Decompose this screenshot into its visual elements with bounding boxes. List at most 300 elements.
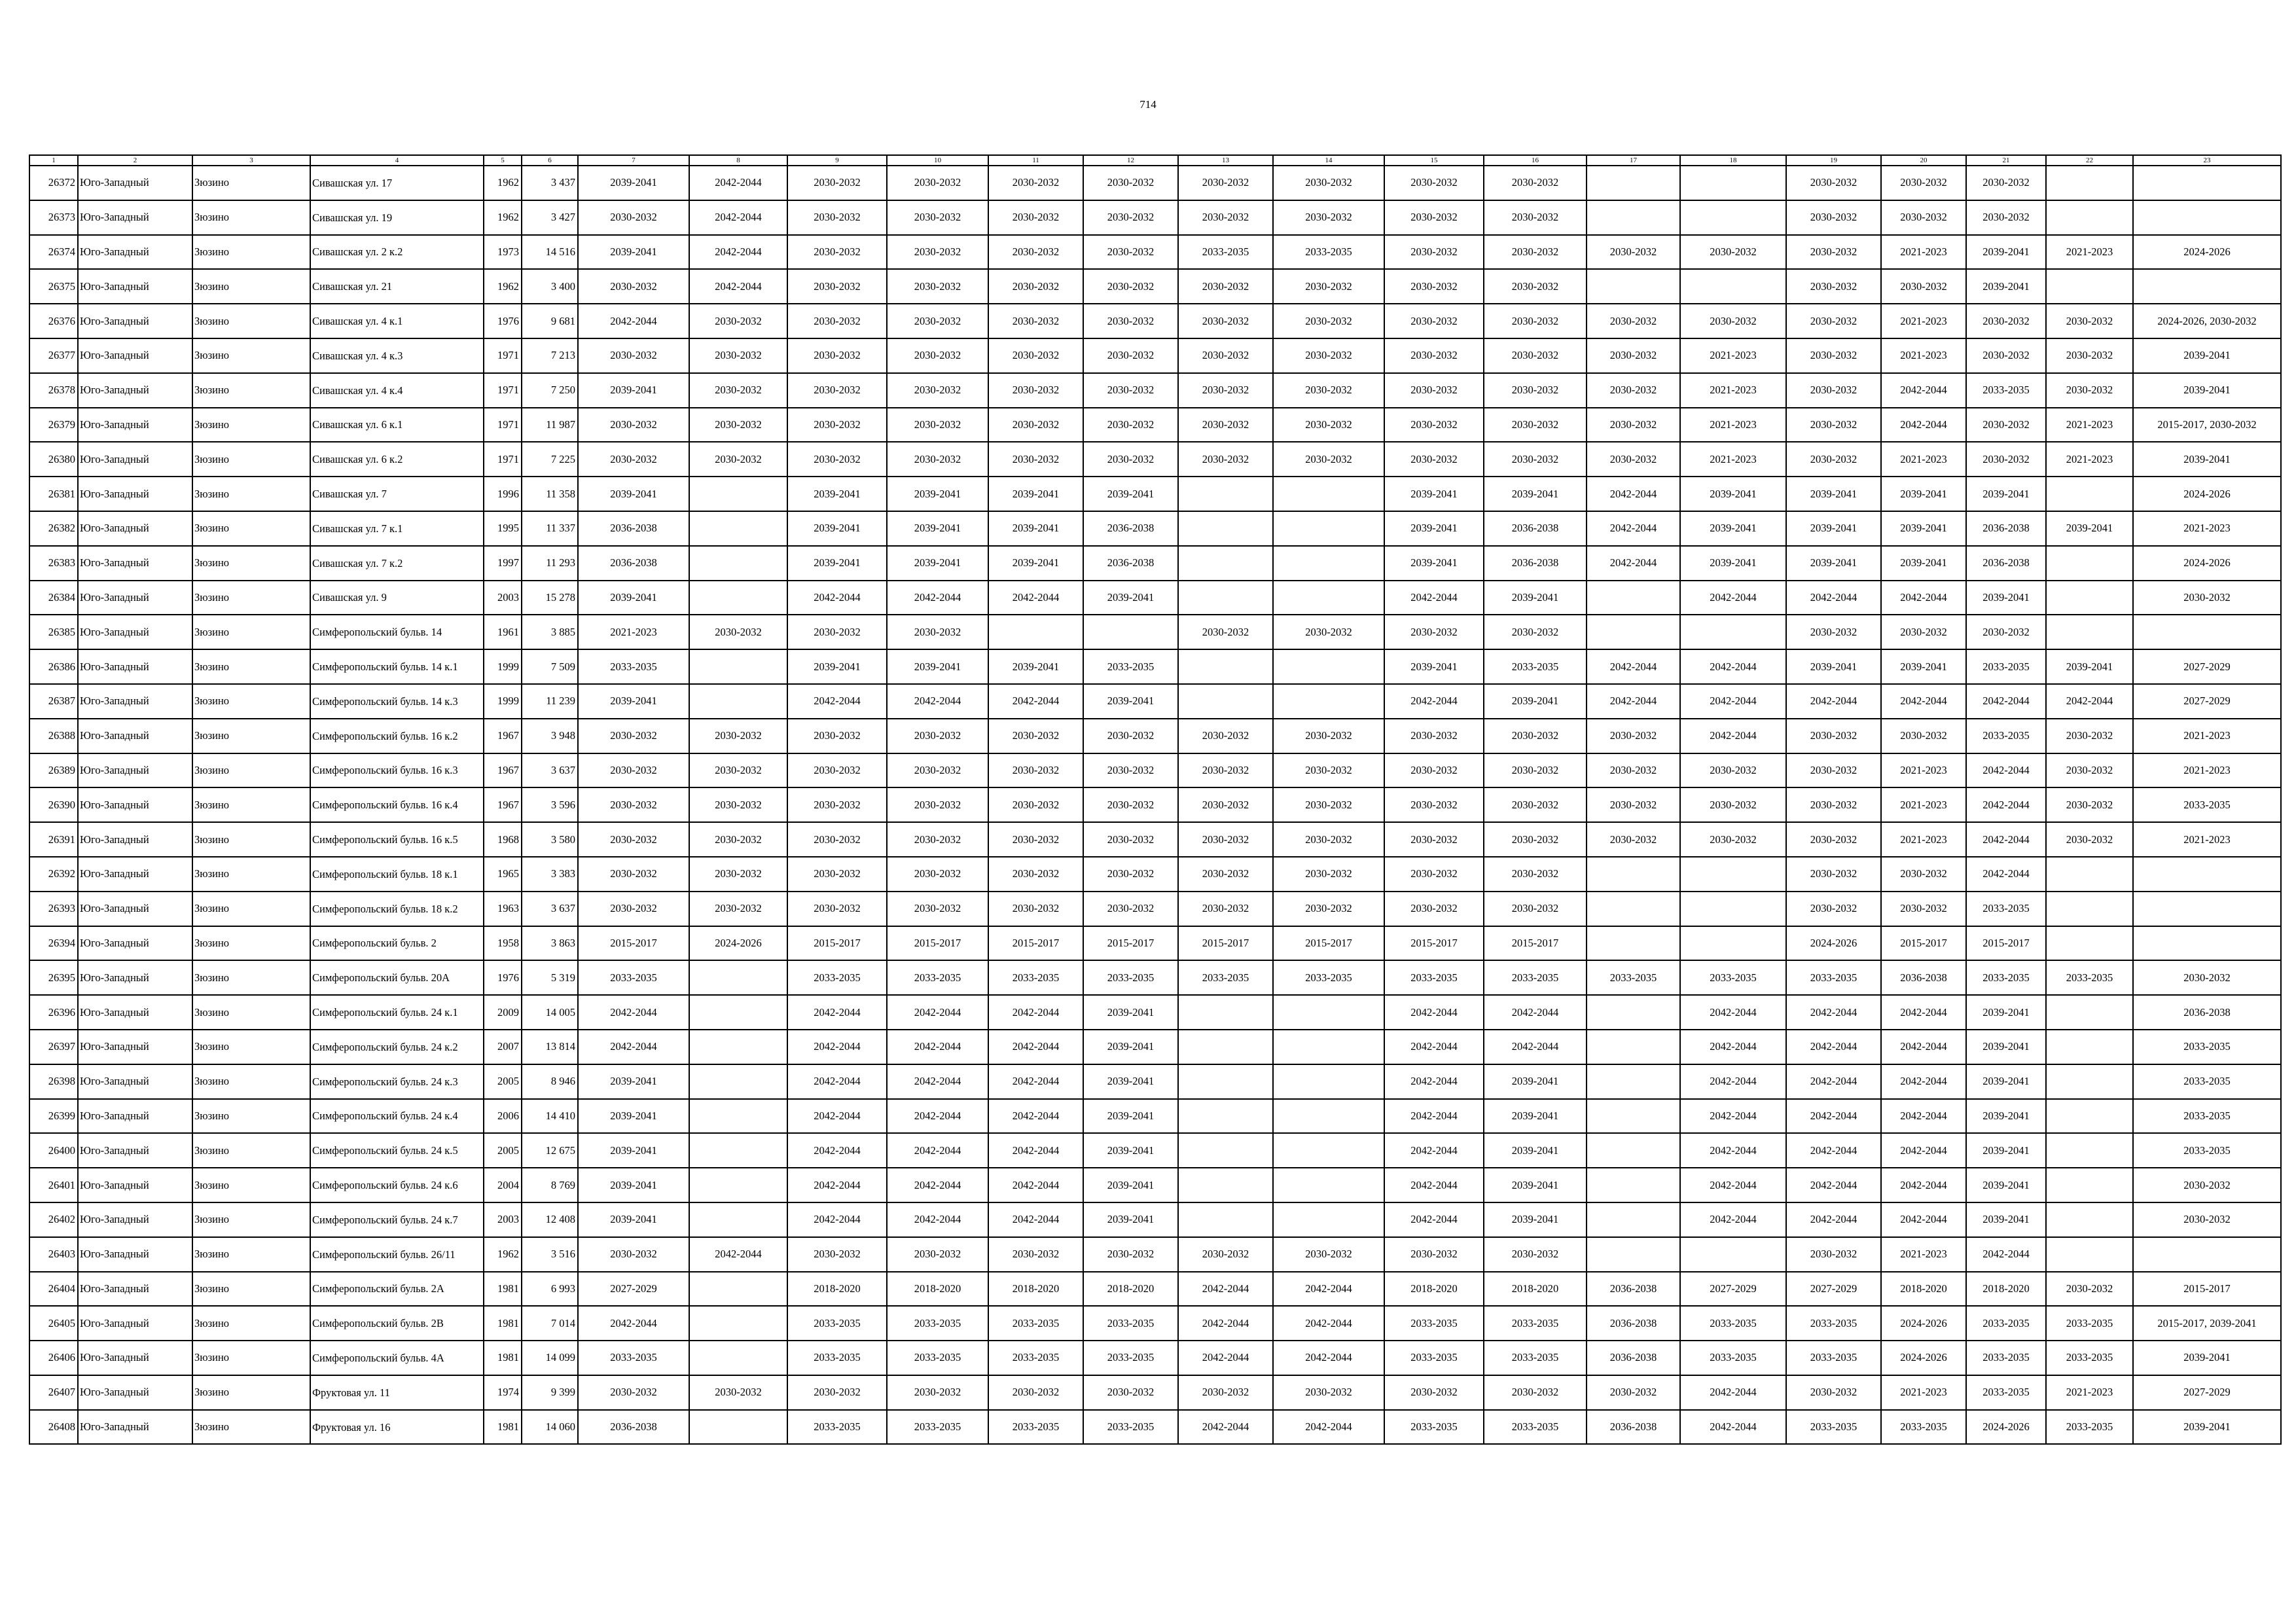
period-cell: 2033-2035 [1966, 960, 2046, 995]
table-row [29, 1099, 2281, 1134]
period-cell: 2030-2032 [787, 719, 887, 753]
row-number-cell: 26407 [29, 1375, 78, 1410]
period-cell: 2042-2044 [988, 1202, 1083, 1237]
period-cell: 2036-2038 [1966, 546, 2046, 581]
period-cell: 2042-2044 [1178, 1341, 1273, 1375]
period-cell: 2030-2032 [988, 753, 1083, 788]
period-cell: 2042-2044 [787, 1202, 887, 1237]
table-row [29, 408, 2281, 442]
column-number-header: 18 [1680, 155, 1786, 166]
period-cell [1273, 511, 1384, 546]
district-cell: Юго-Западный [78, 200, 192, 235]
period-cell: 2030-2032 [1178, 1375, 1273, 1410]
period-cell: 2030-2032 [689, 719, 787, 753]
period-cell: 2042-2044 [1587, 511, 1680, 546]
period-cell: 2030-2032 [578, 753, 689, 788]
table-row [29, 200, 2281, 235]
period-cell: 2039-2041 [1083, 995, 1178, 1030]
period-cell: 2030-2032 [1384, 892, 1484, 926]
address-cell: Симферопольский бульв. 24 к.1 [310, 995, 484, 1030]
row-number-cell: 26385 [29, 615, 78, 649]
period-cell: 2033-2035 [2133, 1030, 2281, 1064]
period-cell: 2030-2032 [689, 304, 787, 338]
period-cell: 2030-2032 [787, 892, 887, 926]
period-cell [2046, 200, 2133, 235]
period-cell: 2039-2041 [1966, 1064, 2046, 1099]
column-number-header: 8 [689, 155, 787, 166]
district-cell: Юго-Западный [78, 1410, 192, 1445]
period-cell: 2039-2041 [578, 166, 689, 200]
table-row [29, 926, 2281, 961]
period-cell: 2039-2041 [988, 546, 1083, 581]
period-cell: 2042-2044 [1680, 1064, 1786, 1099]
period-cell: 2030-2032 [1881, 892, 1966, 926]
period-cell: 2030-2032 [1786, 408, 1881, 442]
period-cell: 2042-2044 [1786, 995, 1881, 1030]
period-cell: 2024-2026 [2133, 235, 2281, 270]
period-cell: 2030-2032 [1083, 235, 1178, 270]
period-cell: 2030-2032 [1178, 408, 1273, 442]
period-cell [1587, 269, 1680, 304]
row-number-cell: 26377 [29, 338, 78, 373]
table-row [29, 1064, 2281, 1099]
period-cell: 2033-2035 [1484, 960, 1587, 995]
period-cell: 2030-2032 [1273, 892, 1384, 926]
period-cell: 2042-2044 [887, 684, 988, 719]
period-cell: 2039-2041 [1966, 235, 2046, 270]
district-cell: Юго-Западный [78, 684, 192, 719]
area-value-cell: 3 885 [522, 615, 578, 649]
row-number-cell: 26397 [29, 1030, 78, 1064]
period-cell [2046, 995, 2133, 1030]
period-cell: 2030-2032 [689, 787, 787, 822]
row-number-cell: 26383 [29, 546, 78, 581]
district-cell: Юго-Западный [78, 511, 192, 546]
period-cell: 2039-2041 [578, 1168, 689, 1202]
table-row [29, 649, 2281, 684]
area-cell: Зюзино [192, 373, 310, 408]
row-number-cell: 26389 [29, 753, 78, 788]
period-cell: 2030-2032 [787, 822, 887, 857]
period-cell: 2024-2026 [1881, 1306, 1966, 1341]
district-cell: Юго-Западный [78, 1306, 192, 1341]
district-cell: Юго-Западный [78, 822, 192, 857]
period-cell [1587, 1064, 1680, 1099]
row-number-cell: 26403 [29, 1237, 78, 1272]
row-number-cell: 26398 [29, 1064, 78, 1099]
area-cell: Зюзино [192, 719, 310, 753]
period-cell: 2033-2035 [1273, 960, 1384, 995]
period-cell: 2036-2038 [1881, 960, 1966, 995]
area-value-cell: 3 437 [522, 166, 578, 200]
area-cell: Зюзино [192, 546, 310, 581]
period-cell: 2042-2044 [578, 304, 689, 338]
period-cell: 2039-2041 [1083, 1202, 1178, 1237]
period-cell [1273, 1030, 1384, 1064]
district-cell: Юго-Западный [78, 304, 192, 338]
period-cell: 2039-2041 [1881, 511, 1966, 546]
period-cell: 2021-2023 [2046, 408, 2133, 442]
period-cell [2046, 1168, 2133, 1202]
table-row [29, 1272, 2281, 1307]
period-cell: 2030-2032 [1083, 304, 1178, 338]
period-cell: 2042-2044 [1680, 1099, 1786, 1134]
period-cell: 2039-2041 [1786, 649, 1881, 684]
period-cell: 2042-2044 [578, 1306, 689, 1341]
address-cell: Симферопольский бульв. 24 к.2 [310, 1030, 484, 1064]
period-cell: 2030-2032 [1484, 719, 1587, 753]
period-cell: 2030-2032 [1484, 269, 1587, 304]
period-cell: 2039-2041 [787, 477, 887, 511]
column-number-header: 20 [1881, 155, 1966, 166]
period-cell [1587, 1237, 1680, 1272]
period-cell: 2030-2032 [1587, 822, 1680, 857]
period-cell: 2030-2032 [1484, 1237, 1587, 1272]
year-cell: 1962 [484, 1237, 522, 1272]
period-cell: 2030-2032 [1786, 373, 1881, 408]
period-cell: 2042-2044 [1680, 1410, 1786, 1445]
period-cell: 2030-2032 [1966, 200, 2046, 235]
period-cell: 2033-2035 [1273, 235, 1384, 270]
period-cell: 2021-2023 [1680, 338, 1786, 373]
period-cell: 2039-2041 [988, 511, 1083, 546]
period-cell: 2030-2032 [1587, 787, 1680, 822]
period-cell [1273, 581, 1384, 615]
period-cell: 2030-2032 [988, 719, 1083, 753]
area-value-cell: 6 993 [522, 1272, 578, 1307]
period-cell: 2039-2041 [2133, 373, 2281, 408]
period-cell: 2030-2032 [787, 269, 887, 304]
period-cell: 2030-2032 [988, 373, 1083, 408]
period-cell: 2042-2044 [988, 1168, 1083, 1202]
period-cell [1587, 1099, 1680, 1134]
period-cell: 2018-2020 [787, 1272, 887, 1307]
period-cell: 2030-2032 [1587, 442, 1680, 477]
year-cell: 1961 [484, 615, 522, 649]
period-cell: 2030-2032 [1786, 719, 1881, 753]
period-cell: 2039-2041 [1966, 269, 2046, 304]
district-cell: Юго-Западный [78, 166, 192, 200]
row-number-cell: 26382 [29, 511, 78, 546]
area-value-cell: 3 383 [522, 857, 578, 892]
period-cell [689, 1272, 787, 1307]
period-cell [1587, 892, 1680, 926]
address-cell: Сивашская ул. 4 к.1 [310, 304, 484, 338]
period-cell: 2036-2038 [1083, 546, 1178, 581]
period-cell: 2030-2032 [1881, 615, 1966, 649]
period-cell: 2030-2032 [578, 857, 689, 892]
period-cell: 2042-2044 [1966, 753, 2046, 788]
period-cell: 2030-2032 [1881, 166, 1966, 200]
period-cell: 2030-2032 [1384, 373, 1484, 408]
period-cell: 2042-2044 [1178, 1272, 1273, 1307]
area-value-cell: 3 863 [522, 926, 578, 961]
period-cell: 2033-2035 [2046, 1341, 2133, 1375]
period-cell: 2030-2032 [1384, 787, 1484, 822]
period-cell: 2030-2032 [1680, 787, 1786, 822]
district-cell: Юго-Западный [78, 649, 192, 684]
period-cell: 2039-2041 [1966, 995, 2046, 1030]
period-cell [689, 1030, 787, 1064]
period-cell: 2024-2026 [1786, 926, 1881, 961]
period-cell: 2030-2032 [1484, 857, 1587, 892]
year-cell: 2003 [484, 581, 522, 615]
year-cell: 1976 [484, 304, 522, 338]
column-number-header: 22 [2046, 155, 2133, 166]
period-cell: 2030-2032 [1273, 719, 1384, 753]
period-cell: 2039-2041 [887, 649, 988, 684]
period-cell [1178, 649, 1273, 684]
column-number-header: 23 [2133, 155, 2281, 166]
area-cell: Зюзино [192, 1168, 310, 1202]
period-cell: 2033-2035 [1966, 892, 2046, 926]
period-cell: 2033-2035 [1966, 373, 2046, 408]
period-cell: 2042-2044 [1786, 1064, 1881, 1099]
table-row [29, 615, 2281, 649]
area-cell: Зюзино [192, 442, 310, 477]
period-cell: 2030-2032 [1786, 442, 1881, 477]
period-cell: 2042-2044 [887, 581, 988, 615]
row-number-cell: 26380 [29, 442, 78, 477]
period-cell: 2030-2032 [1484, 408, 1587, 442]
period-cell: 2042-2044 [1786, 1168, 1881, 1202]
area-value-cell: 13 814 [522, 1030, 578, 1064]
period-cell: 2033-2035 [988, 1341, 1083, 1375]
year-cell: 1981 [484, 1410, 522, 1445]
period-cell [689, 960, 787, 995]
period-cell: 2030-2032 [1384, 235, 1484, 270]
period-cell: 2039-2041 [2133, 1410, 2281, 1445]
period-cell: 2027-2029 [2133, 649, 2281, 684]
period-cell: 2042-2044 [988, 684, 1083, 719]
period-cell: 2042-2044 [787, 1064, 887, 1099]
period-cell: 2033-2035 [1587, 960, 1680, 995]
period-cell: 2039-2041 [1786, 477, 1881, 511]
address-cell: Симферопольский бульв. 18 к.1 [310, 857, 484, 892]
row-number-cell: 26386 [29, 649, 78, 684]
period-cell [2046, 1030, 2133, 1064]
period-cell: 2030-2032 [1484, 235, 1587, 270]
period-cell: 2030-2032 [787, 373, 887, 408]
area-cell: Зюзино [192, 477, 310, 511]
area-cell: Зюзино [192, 1272, 310, 1307]
period-cell: 2033-2035 [2133, 1133, 2281, 1168]
period-cell: 2030-2032 [1178, 373, 1273, 408]
row-number-cell: 26373 [29, 200, 78, 235]
period-cell: 2033-2035 [887, 960, 988, 995]
period-cell: 2030-2032 [1966, 615, 2046, 649]
period-cell: 2036-2038 [578, 546, 689, 581]
year-cell: 1963 [484, 892, 522, 926]
period-cell: 2039-2041 [2046, 649, 2133, 684]
period-cell [2133, 615, 2281, 649]
period-cell: 2030-2032 [1273, 304, 1384, 338]
period-cell: 2030-2032 [1384, 442, 1484, 477]
area-value-cell: 9 681 [522, 304, 578, 338]
period-cell: 2036-2038 [1484, 511, 1587, 546]
year-cell: 2005 [484, 1133, 522, 1168]
table-row [29, 1030, 2281, 1064]
area-value-cell: 3 637 [522, 892, 578, 926]
year-cell: 1971 [484, 338, 522, 373]
period-cell: 2030-2032 [1273, 442, 1384, 477]
period-cell: 2039-2041 [1484, 1064, 1587, 1099]
district-cell: Юго-Западный [78, 235, 192, 270]
period-cell: 2042-2044 [887, 1064, 988, 1099]
period-cell: 2030-2032 [1484, 442, 1587, 477]
period-cell: 2042-2044 [1273, 1306, 1384, 1341]
period-cell: 2030-2032 [1083, 200, 1178, 235]
period-cell: 2039-2041 [578, 581, 689, 615]
period-cell: 2030-2032 [887, 615, 988, 649]
period-cell: 2030-2032 [1484, 822, 1587, 857]
address-cell: Симферопольский бульв. 24 к.4 [310, 1099, 484, 1134]
period-cell [1273, 546, 1384, 581]
period-cell: 2039-2041 [2046, 511, 2133, 546]
period-cell: 2030-2032 [1966, 338, 2046, 373]
period-cell [689, 511, 787, 546]
period-cell: 2030-2032 [887, 892, 988, 926]
period-cell: 2039-2041 [1083, 1133, 1178, 1168]
period-cell: 2042-2044 [1384, 1133, 1484, 1168]
year-cell: 1962 [484, 166, 522, 200]
period-cell [1587, 1202, 1680, 1237]
district-cell: Юго-Западный [78, 926, 192, 961]
year-cell: 1962 [484, 269, 522, 304]
area-cell: Зюзино [192, 511, 310, 546]
period-cell: 2030-2032 [1083, 787, 1178, 822]
period-cell: 2042-2044 [1786, 581, 1881, 615]
area-value-cell: 3 596 [522, 787, 578, 822]
period-cell: 2030-2032 [1384, 857, 1484, 892]
address-cell: Симферопольский бульв. 16 к.3 [310, 753, 484, 788]
period-cell: 2033-2035 [1178, 235, 1273, 270]
period-cell [1680, 926, 1786, 961]
row-number-cell: 26408 [29, 1410, 78, 1445]
period-cell: 2039-2041 [1083, 1030, 1178, 1064]
period-cell: 2042-2044 [1881, 1099, 1966, 1134]
row-number-cell: 26395 [29, 960, 78, 995]
period-cell: 2018-2020 [988, 1272, 1083, 1307]
district-cell: Юго-Западный [78, 1064, 192, 1099]
period-cell: 2030-2032 [1178, 269, 1273, 304]
period-cell [2133, 269, 2281, 304]
table-row [29, 235, 2281, 270]
period-cell [2046, 926, 2133, 961]
register-table [29, 154, 2282, 1445]
period-cell: 2033-2035 [1881, 1410, 1966, 1445]
area-cell: Зюзино [192, 822, 310, 857]
area-value-cell: 14 410 [522, 1099, 578, 1134]
period-cell: 2030-2032 [1273, 857, 1384, 892]
area-cell: Зюзино [192, 338, 310, 373]
period-cell: 2030-2032 [1273, 338, 1384, 373]
period-cell [1680, 857, 1786, 892]
period-cell: 2033-2035 [787, 1341, 887, 1375]
period-cell: 2042-2044 [1484, 1030, 1587, 1064]
address-cell: Симферопольский бульв. 14 к.1 [310, 649, 484, 684]
period-cell [1178, 1133, 1273, 1168]
column-number-header: 6 [522, 155, 578, 166]
period-cell: 2030-2032 [1178, 615, 1273, 649]
period-cell: 2015-2017 [988, 926, 1083, 961]
period-cell: 2039-2041 [1484, 581, 1587, 615]
period-cell [2046, 269, 2133, 304]
period-cell: 2042-2044 [787, 1168, 887, 1202]
period-cell: 2033-2035 [2133, 1064, 2281, 1099]
area-value-cell: 12 408 [522, 1202, 578, 1237]
period-cell [2133, 892, 2281, 926]
row-number-cell: 26400 [29, 1133, 78, 1168]
period-cell: 2042-2044 [1881, 995, 1966, 1030]
period-cell: 2042-2044 [689, 269, 787, 304]
district-cell: Юго-Западный [78, 1030, 192, 1064]
period-cell: 2039-2041 [988, 477, 1083, 511]
row-number-cell: 26384 [29, 581, 78, 615]
period-cell: 2042-2044 [1680, 995, 1786, 1030]
area-cell: Зюзино [192, 1064, 310, 1099]
period-cell: 2030-2032 [1587, 408, 1680, 442]
period-cell: 2042-2044 [1881, 1202, 1966, 1237]
period-cell: 2033-2035 [2133, 1099, 2281, 1134]
column-number-header: 13 [1178, 155, 1273, 166]
period-cell: 2033-2035 [1083, 960, 1178, 995]
period-cell: 2030-2032 [1384, 338, 1484, 373]
table-row [29, 1133, 2281, 1168]
period-cell: 2030-2032 [1484, 338, 1587, 373]
district-cell: Юго-Западный [78, 1237, 192, 1272]
area-cell: Зюзино [192, 1133, 310, 1168]
period-cell: 2030-2032 [1178, 753, 1273, 788]
period-cell: 2030-2032 [578, 822, 689, 857]
period-cell: 2033-2035 [1966, 649, 2046, 684]
period-cell: 2030-2032 [2046, 1272, 2133, 1307]
area-value-cell: 3 427 [522, 200, 578, 235]
district-cell: Юго-Западный [78, 1099, 192, 1134]
period-cell: 2039-2041 [1966, 1133, 2046, 1168]
area-cell: Зюзино [192, 995, 310, 1030]
period-cell: 2024-2026, 2030-2032 [2133, 304, 2281, 338]
table-row [29, 166, 2281, 200]
period-cell: 2039-2041 [1966, 1202, 2046, 1237]
year-cell: 1997 [484, 546, 522, 581]
period-cell: 2042-2044 [1384, 1202, 1484, 1237]
period-cell [1587, 1030, 1680, 1064]
period-cell: 2018-2020 [1083, 1272, 1178, 1307]
period-cell: 2042-2044 [1587, 477, 1680, 511]
period-cell: 2039-2041 [1786, 546, 1881, 581]
period-cell: 2030-2032 [1484, 753, 1587, 788]
period-cell: 2030-2032 [1273, 200, 1384, 235]
period-cell: 2036-2038 [578, 1410, 689, 1445]
period-cell: 2039-2041 [578, 235, 689, 270]
period-cell: 2039-2041 [1881, 477, 1966, 511]
period-cell: 2042-2044 [988, 1064, 1083, 1099]
table-row [29, 1202, 2281, 1237]
period-cell: 2033-2035 [1083, 1410, 1178, 1445]
period-cell: 2030-2032 [1484, 787, 1587, 822]
period-cell: 2042-2044 [1881, 1064, 1966, 1099]
period-cell: 2030-2032 [787, 1237, 887, 1272]
period-cell: 2033-2035 [1083, 1306, 1178, 1341]
period-cell: 2042-2044 [1273, 1410, 1384, 1445]
period-cell: 2018-2020 [1966, 1272, 2046, 1307]
area-value-cell: 12 675 [522, 1133, 578, 1168]
period-cell: 2030-2032 [1587, 338, 1680, 373]
period-cell: 2042-2044 [1881, 684, 1966, 719]
period-cell: 2039-2041 [578, 1099, 689, 1134]
address-cell: Сивашская ул. 6 к.1 [310, 408, 484, 442]
